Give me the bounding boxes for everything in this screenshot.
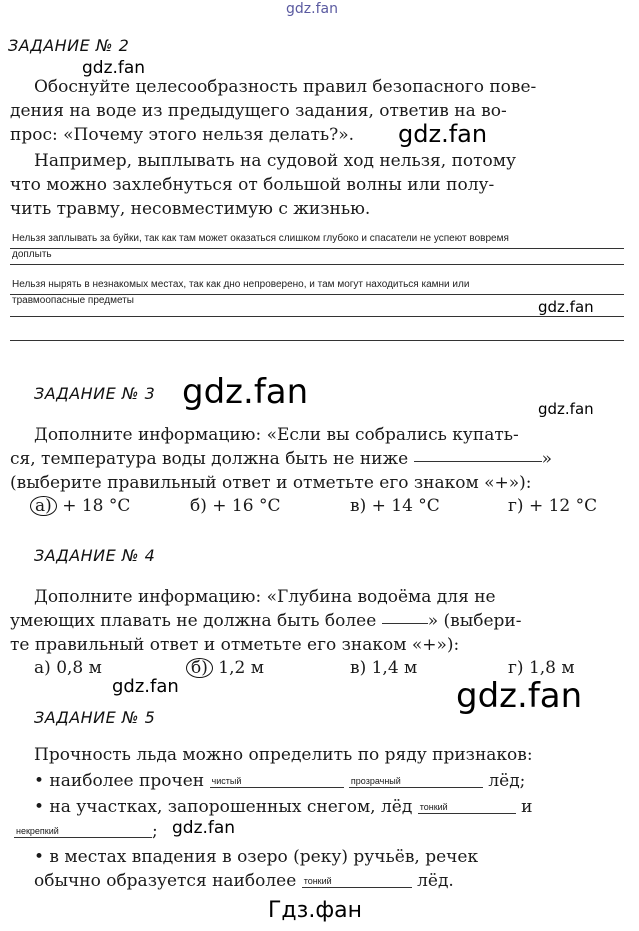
task5-heading: ЗАДАНИЕ № 5	[34, 708, 156, 727]
option-value: + 16 °С	[212, 496, 281, 516]
watermark: gdz.fan	[538, 400, 594, 418]
task4-option-v	[350, 658, 417, 678]
option-letter: г)	[508, 658, 524, 678]
task4-option-a	[34, 658, 102, 678]
task5-line: Прочность льда можно определить по ряду признаков:	[34, 745, 533, 765]
option-letter: а)	[34, 658, 51, 678]
task3-option-g	[508, 496, 597, 516]
selected-answer-circle: б)	[186, 658, 213, 678]
task2-heading: ЗАДАНИЕ № 2	[8, 36, 130, 55]
option-value: + 14 °С	[371, 496, 440, 516]
task2-answer1-line1: Нельзя заплывать за буйки, так как там может оказаться слишком глубоко и спасатели не успеют вовремя	[12, 233, 509, 244]
task5-bullet1	[34, 770, 626, 792]
task2-paragraph1-line: прос: «Почему этого нельзя делать?».	[10, 125, 355, 145]
bullet3-end: лёд.	[417, 871, 454, 891]
option-value: 0,8 м	[56, 658, 102, 678]
task4-blank	[382, 623, 428, 624]
task5-bullet2	[34, 796, 626, 818]
watermark: gdz.fan	[456, 676, 583, 716]
bullet1-text: • наиболее прочен	[34, 771, 205, 791]
watermark: gdz.fan	[172, 818, 236, 838]
task2-answer2-line2: травмоопасные предметы	[12, 295, 134, 306]
bullet2-text: • на участках, запорошенных снегом, лёд	[34, 797, 413, 817]
task3-option-b	[190, 496, 280, 516]
option-letter: в)	[350, 658, 367, 678]
task2-answer2-line1: Нельзя нырять в незнакомых местах, так как дно непроверено, и там могут находиться камни или	[12, 279, 470, 290]
task3-line: Дополните информацию: «Если вы собрались купать-	[34, 425, 519, 445]
task3-line2-text: ся, температура воды должна быть не ниже	[10, 449, 409, 469]
task3-heading: ЗАДАНИЕ № 3	[34, 384, 156, 403]
task3-option-v	[350, 496, 440, 516]
task3-option-a	[30, 496, 130, 516]
task3-blank	[414, 461, 542, 462]
task4-option-g	[508, 658, 575, 678]
option-letter: б)	[190, 496, 207, 516]
watermark: gdz.fan	[538, 298, 594, 316]
answer-rule	[10, 248, 624, 249]
option-value: 1,4 м	[371, 658, 418, 678]
task5-bullet3-cont	[34, 870, 626, 892]
option-letter: в)	[350, 496, 367, 516]
task4-heading: ЗАДАНИЕ № 4	[34, 546, 156, 565]
option-value: + 12 °С	[528, 496, 598, 516]
watermark: gdz.fan	[398, 120, 488, 148]
watermark: gdz.fan	[82, 58, 146, 78]
task5-bullet3: • в местах впадения в озеро (реку) ручьёв, речек	[34, 847, 479, 867]
task2-paragraph2-line: Например, выплывать на судовой ход нельзя, потому	[34, 151, 517, 171]
bullet1-fill2: прозрачный	[349, 775, 483, 788]
task2-paragraph1-line: Обоснуйте целесообразность правил безопасного пове-	[34, 77, 537, 97]
task2-paragraph1-line: дения на воде из предыдущего задания, ответив на во-	[10, 101, 507, 121]
watermark: Гдз.фан	[268, 898, 362, 923]
task4-line: те правильный ответ и отметьте его знаком «+»):	[10, 635, 460, 655]
task4-line2-text: умеющих плавать не должна быть более	[10, 611, 377, 631]
task2-paragraph2-line: чить травму, несовместимую с жизнью.	[10, 199, 371, 219]
bullet3-text: обычно образуется наиболее	[34, 871, 297, 891]
bullet2-end: ;	[152, 821, 158, 841]
answer-rule	[10, 264, 624, 265]
task3-line2-end: »	[541, 449, 552, 469]
bullet2-fill1: тонкий	[418, 801, 516, 814]
bullet3-fill: тонкий	[302, 875, 412, 888]
bullet1-fill1: чистый	[210, 775, 344, 788]
task4-line	[10, 610, 602, 632]
option-value: 1,8 м	[528, 658, 575, 678]
option-value: 1,2 м	[218, 658, 264, 678]
option-letter: г)	[508, 496, 524, 516]
task5-bullet2-cont	[14, 820, 606, 842]
watermark: gdz.fan	[182, 372, 309, 412]
selected-answer-circle: а)	[30, 496, 57, 516]
watermark: gdz.fan	[112, 676, 179, 697]
task2-paragraph2-line: что можно захлебнуться от большой волны или полу-	[10, 175, 495, 195]
bullet1-end: лёд;	[488, 771, 526, 791]
bullet2-fill2: некрепкий	[14, 825, 152, 838]
task2-answer1-line2: доплыть	[12, 249, 52, 260]
option-value: + 18 °С	[62, 496, 131, 516]
answer-rule	[10, 316, 624, 317]
task3-line: (выберите правильный ответ и отметьте его знаком «+»):	[10, 473, 532, 493]
answer-rule	[10, 340, 624, 341]
bullet2-and: и	[521, 797, 533, 817]
task4-line2-end: » (выбери-	[427, 611, 522, 631]
task3-line	[10, 448, 602, 470]
task4-option-b	[186, 658, 264, 678]
task4-line: Дополните информацию: «Глубина водоёма для не	[34, 587, 496, 607]
watermark: gdz.fan	[286, 1, 338, 17]
